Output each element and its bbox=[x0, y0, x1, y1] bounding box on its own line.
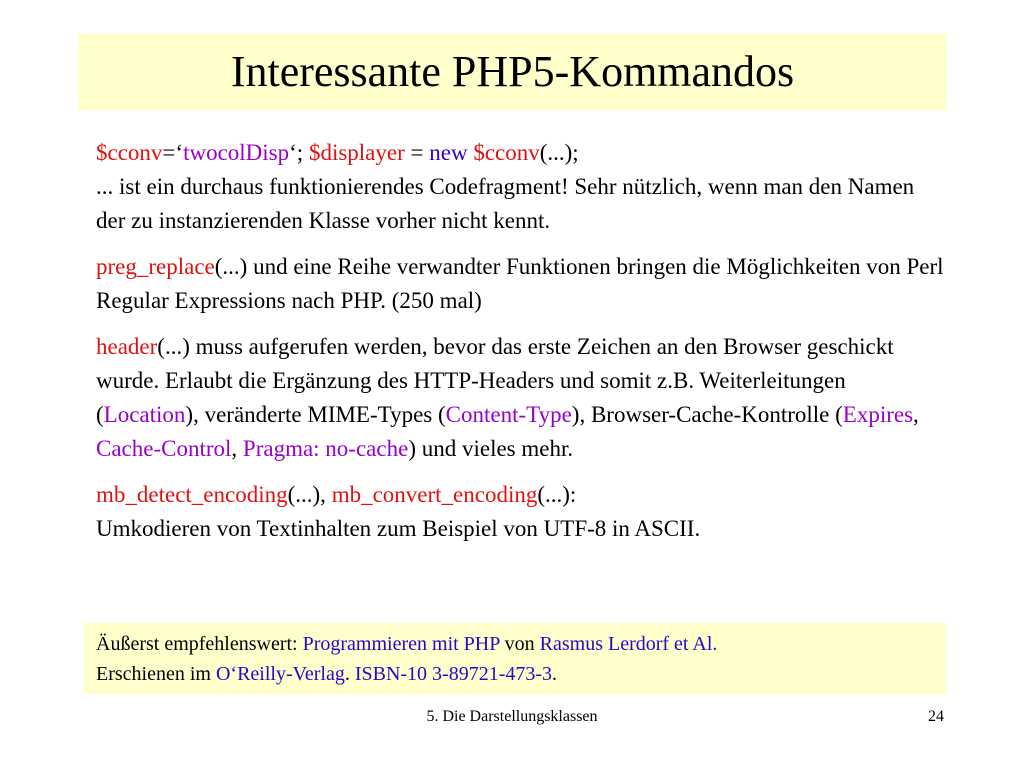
header-pragma: Pragma: no-cache bbox=[242, 436, 409, 461]
footer-page-number: 24 bbox=[928, 708, 944, 725]
code-quote-semicolon: ‘; bbox=[289, 140, 309, 165]
recommendation-dot: . bbox=[344, 663, 355, 685]
paragraph-cconv bbox=[96, 136, 944, 238]
paragraph-header bbox=[96, 330, 944, 466]
recommendation-prefix: Äußerst empfehlenswert: bbox=[96, 633, 303, 655]
function-mb-convert-encoding: mb_convert_encoding bbox=[331, 482, 538, 507]
header-comma-2: , bbox=[231, 436, 243, 461]
function-preg-replace: preg_replace bbox=[96, 254, 215, 279]
paragraph-mb-encoding bbox=[96, 478, 944, 546]
book-recommendation-box bbox=[84, 623, 946, 694]
header-location: Location bbox=[103, 402, 186, 427]
paragraph-cconv-text: ... ist ein durchaus funktionierendes Codefragment! Sehr nützlich, wenn man den Namen der zu instanzierenden Klasse vorher nicht kennt. bbox=[96, 174, 915, 233]
slide-title: Interessante PHP5-Kommandos bbox=[230, 47, 795, 96]
code-var-cconv-2: $cconv bbox=[473, 140, 540, 165]
mb-end: (...): bbox=[537, 482, 577, 507]
header-text-4: ) und vieles mehr. bbox=[408, 436, 574, 461]
paragraph-preg-replace-text: (...) und eine Reihe verwandter Funktionen bringen die Möglichkeiten von Perl Regular Expressions nach PHP. (250 mal) bbox=[96, 254, 944, 313]
publisher-link[interactable]: O‘Reilly-Verlag bbox=[215, 663, 345, 685]
book-authors-link[interactable]: Rasmus Lerdorf et Al. bbox=[539, 633, 718, 655]
code-keyword-new: new bbox=[429, 140, 468, 165]
header-text-3: ), Browser-Cache-Kontrolle ( bbox=[571, 402, 843, 427]
header-expires: Expires bbox=[842, 402, 914, 427]
isbn-link[interactable]: ISBN-10 3-89721-473-3 bbox=[354, 663, 553, 685]
footer-section-title: 5. Die Darstellungsklassen bbox=[426, 708, 598, 725]
recommendation-period: . bbox=[552, 663, 558, 685]
header-comma-1: , bbox=[913, 402, 919, 427]
header-text-2: ), veränderte MIME-Types ( bbox=[185, 402, 446, 427]
function-mb-detect-encoding: mb_detect_encoding bbox=[96, 482, 288, 507]
code-eq-quote: =‘ bbox=[162, 140, 184, 165]
code-var-displayer: $displayer bbox=[308, 140, 405, 165]
recommendation-published: Erschienen im bbox=[96, 663, 216, 685]
header-content-type: Content-Type bbox=[445, 402, 572, 427]
recommendation-von: von bbox=[499, 633, 540, 655]
slide-content bbox=[96, 136, 944, 558]
paragraph-preg-replace bbox=[96, 250, 944, 318]
code-string-twocoldisp: twocolDisp bbox=[183, 140, 290, 165]
header-text-1: (...) muss aufgerufen werden, bevor das erste Zeichen an den Browser geschickt wurde. Erlaubt die Ergänzung des HTTP-Headers und somit z.B. Weiterleitungen ( bbox=[96, 334, 894, 427]
code-assign: = bbox=[404, 140, 430, 165]
function-header: header bbox=[96, 334, 158, 359]
paragraph-mb-text: Umkodieren von Textinhalten zum Beispiel von UTF-8 in ASCII. bbox=[96, 516, 701, 541]
title-banner bbox=[78, 34, 947, 110]
mb-separator: (...), bbox=[287, 482, 332, 507]
book-title-link[interactable]: Programmieren mit PHP bbox=[302, 633, 500, 655]
code-args: (...); bbox=[539, 140, 579, 165]
code-var-cconv: $cconv bbox=[96, 140, 163, 165]
header-cache-control: Cache-Control bbox=[96, 436, 232, 461]
